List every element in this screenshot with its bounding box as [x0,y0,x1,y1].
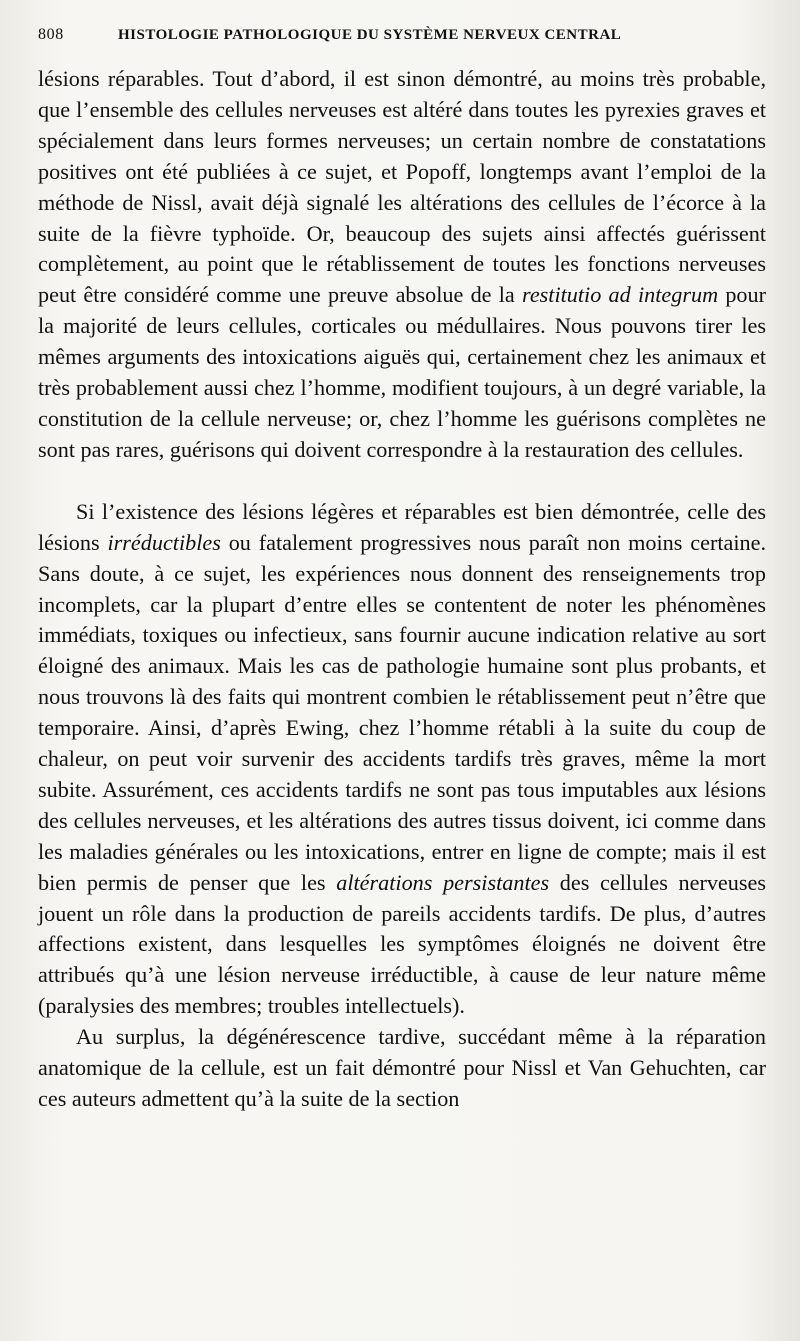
italic-phrase-restitutio: restitutio ad integrum [522,282,719,308]
running-head: HISTOLOGIE PATHOLOGIQUE DU SYSTÈME NERVEUX CENTRAL [118,27,622,43]
page-header [38,26,766,64]
text-run: des cellules nerveuses jouent un rôle dans la production de pareils accidents tardifs. De plus, d’autres affections existent, dans lesquelles les symptômes éloignés ne doivent être attribués qu’à une lésion nerveuse irréductible, à cause de leur nature même (paralysies des membres; troubles intellectuels). [38,869,766,1019]
text-run: Si l’existence des lésions légères et réparables est bien démontrée, celle des lésions [38,498,766,555]
text-run: pour la majorité de leurs cellules, corticales ou médullaires. Nous pouvons tirer les mêmes arguments des intoxications aiguës qui, certainement chez les animaux et très probablement aussi chez l’homme, modifient toujours, à un degré variable, la constitution de la cellule nerveuse; or, chez l’homme les guérisons complètes ne sont pas rares, guérisons qui doivent correspondre à la restauration des cellules. [38,282,766,462]
paragraph-1 [38,64,766,466]
paragraph-2 [38,497,766,1022]
text-run: ou fatalement progressives nous paraît non moins certaine. Sans doute, à ce sujet, les expériences nous donnent des renseignements trop incomplets, car la plupart d’entre elles se contentent de noter les phénomènes immédiats, toxiques ou infectieux, sans fournir aucune indication relative au sort éloigné des animaux. Mais les cas de pathologie humaine sont plus probants, et nous trouvons là des faits qui montrent combien le rétablissement peut n’être que temporaire. Ainsi, d’après Ewing, chez l’homme rétabli à la suite du coup de chaleur, on peut voir survenir des accidents tardifs très graves, même la mort subite. Assurément, ces accidents tardifs ne sont pas tous imputables aux lésions des cellules nerveuses, et les altérations des autres tissus doivent, ici comme dans les maladies générales ou les intoxications, entrer en ligne de compte; mais il est bien permis de penser que les [38,529,766,895]
paragraph-gap [38,466,766,497]
italic-word-irreductibles: irréductibles [107,529,221,555]
body-text [38,64,766,1115]
italic-phrase-alterations-persistantes: altérations persistantes [336,869,550,895]
paragraph-3 [38,1022,766,1115]
text-run: lésions réparables. Tout d’abord, il est sinon démontré, au moins très probable, que l’ensemble des cellules nerveuses est altéré dans toutes les pyrexies graves et spécialement dans leurs formes nerveuses; un certain nombre de constatations positives ont été publiées à ce sujet, et Popoff, longtemps avant l’emploi de la méthode de Nissl, avait déjà signalé les altérations des cellules de l’écorce à la suite de la fièvre typhoïde. Or, beaucoup des sujets ainsi affectés guérissent complètement, au point que le rétablissement de toutes les fonctions nerveuses peut être considéré comme une preuve absolue de la [38,66,766,308]
text-run: Au surplus, la dégénérescence tardive, succédant même à la réparation anatomique de la cellule, est un fait démontré pour Nissl et Van Gehuchten, car ces auteurs admettent qu’à la suite de la section [38,1024,766,1111]
page-number: 808 [38,26,64,43]
